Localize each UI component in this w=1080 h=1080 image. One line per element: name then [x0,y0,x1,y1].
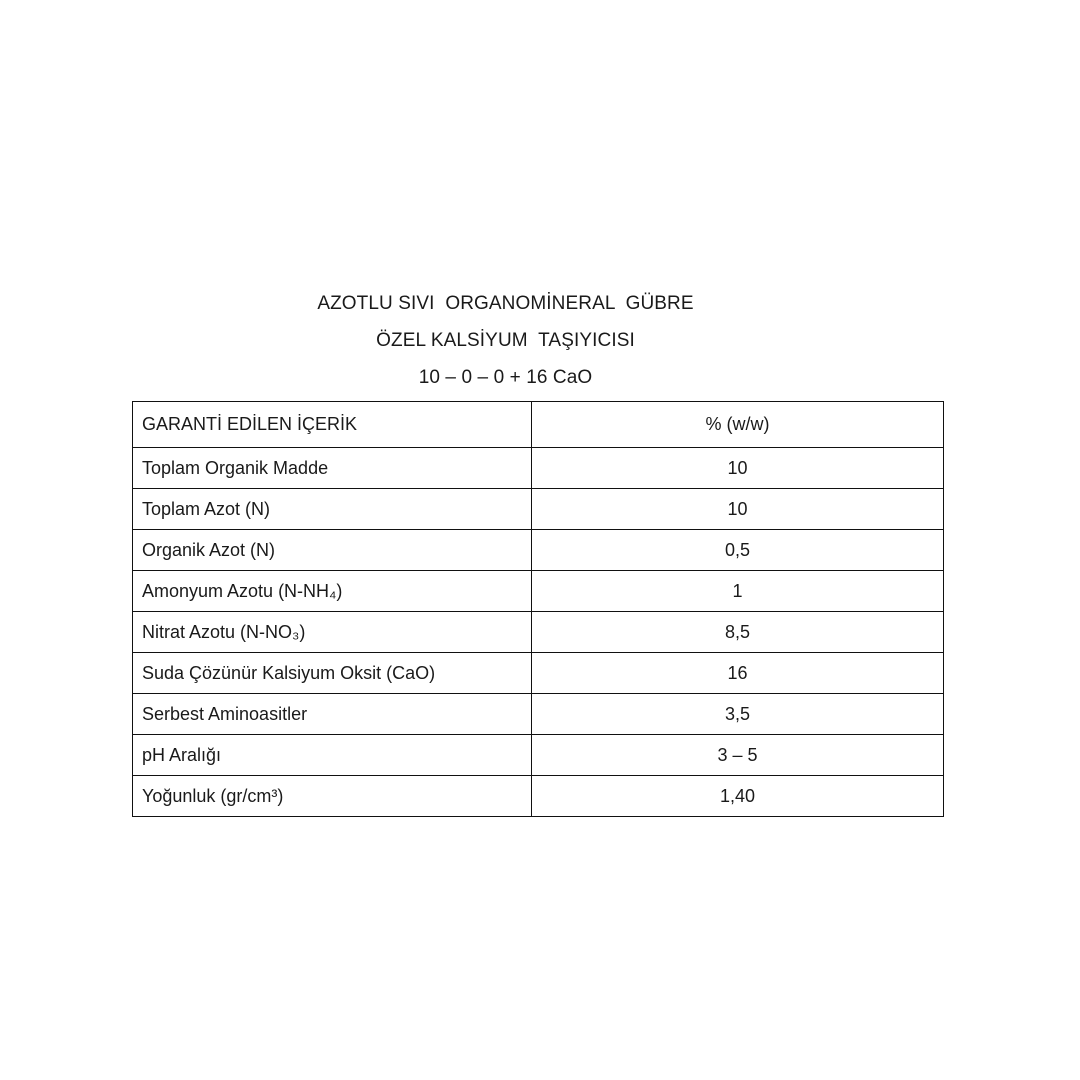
row-label: Yoğunluk (gr/cm³) [133,776,532,817]
header-content-label: GARANTİ EDİLEN İÇERİK [133,402,532,448]
row-value: 3 – 5 [532,735,944,776]
row-value: 1,40 [532,776,944,817]
table-row [133,448,944,489]
row-label: Toplam Azot (N) [133,489,532,530]
table-row [133,735,944,776]
table-row [133,694,944,735]
row-label: Organik Azot (N) [133,530,532,571]
table-row [133,489,944,530]
table-row [133,612,944,653]
guaranteed-content-table [132,401,944,817]
table-row [133,571,944,612]
row-value: 10 [532,448,944,489]
row-label: Toplam Organik Madde [133,448,532,489]
table-row [133,530,944,571]
row-value: 0,5 [532,530,944,571]
header-percent-label: % (w/w) [532,402,944,448]
row-value: 3,5 [532,694,944,735]
row-label: Nitrat Azotu (N-NO₃) [133,612,532,653]
table-row [133,776,944,817]
document-subtitle: ÖZEL KALSİYUM TAŞIYICISI [376,330,635,351]
row-label: Suda Çözünür Kalsiyum Oksit (CaO) [133,653,532,694]
table-row [133,653,944,694]
document-formula: 10 – 0 – 0 + 16 CaO [418,367,593,388]
row-label: Serbest Aminoasitler [133,694,532,735]
row-value: 1 [532,571,944,612]
row-value: 16 [532,653,944,694]
row-label: pH Aralığı [133,735,532,776]
row-value: 10 [532,489,944,530]
row-value: 8,5 [532,612,944,653]
document-title: AZOTLU SIVI ORGANOMİNERAL GÜBRE [317,293,694,314]
table-header-row [133,402,944,448]
row-label: Amonyum Azotu (N-NH₄) [133,571,532,612]
